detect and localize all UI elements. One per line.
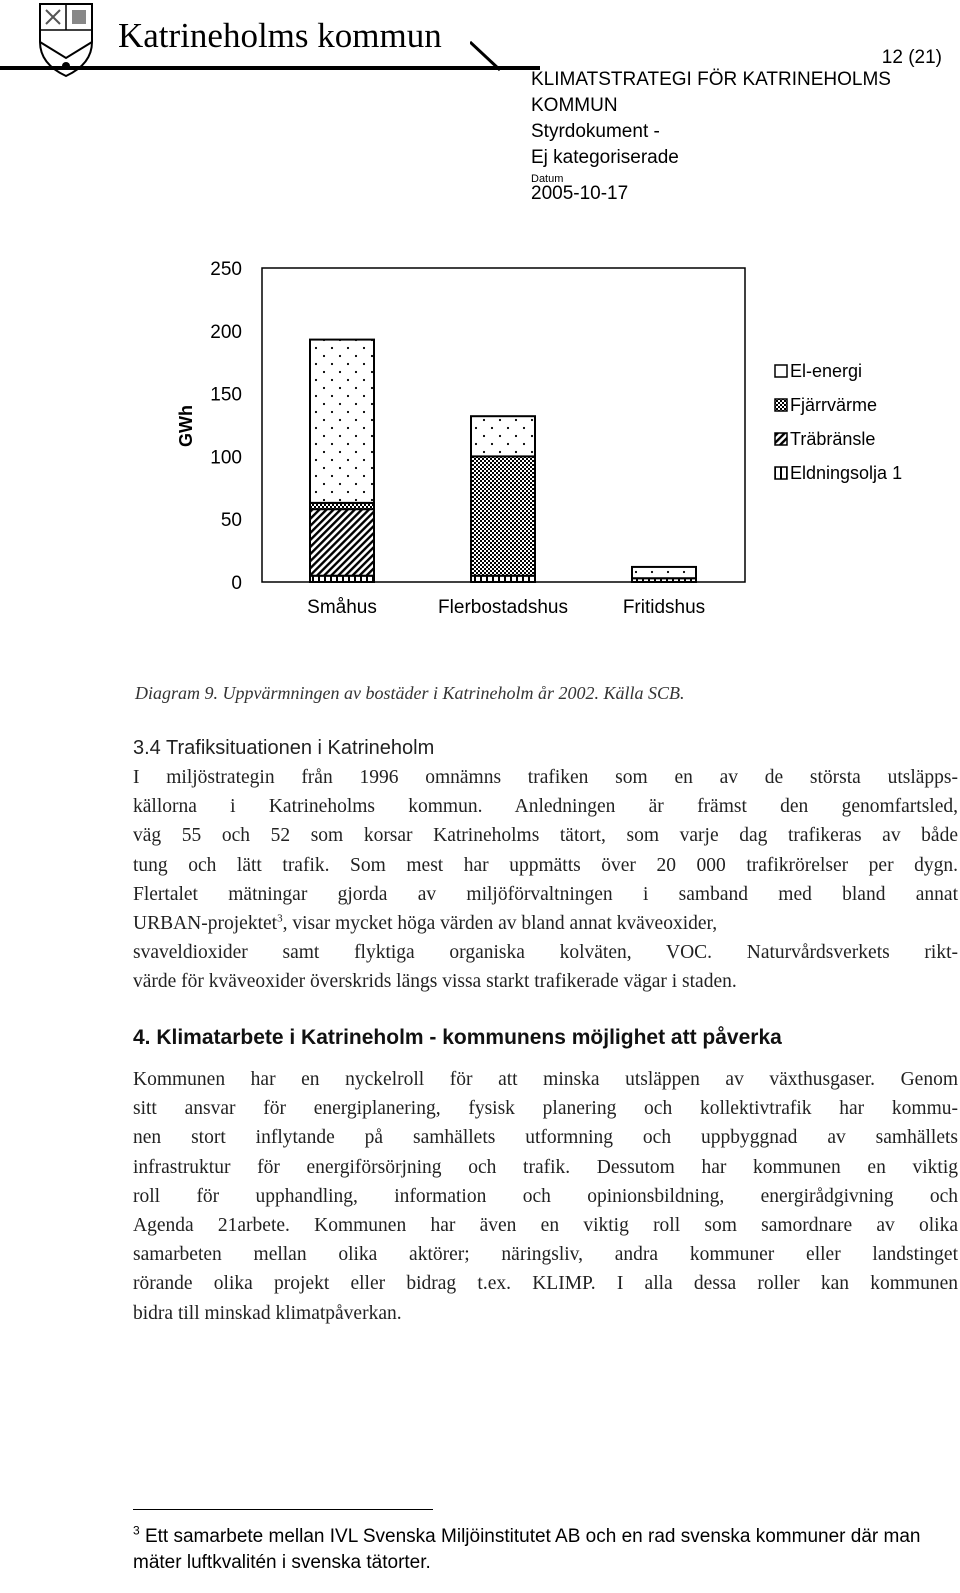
footnote-reference: 3 (277, 912, 283, 925)
x-tick-label: Fritidshus (622, 597, 706, 618)
page-number: 12 (21) (881, 47, 942, 68)
paragraph-line: bidra till minskad klimatpåverkan. (133, 1302, 402, 1324)
plot-area-frame (262, 268, 745, 582)
x-tick-label: Flerbostadshus (438, 597, 568, 618)
y-axis-label: GWh (176, 405, 196, 447)
paragraph-line: I miljöstrategin från 1996 omnämns trafiken som en av de största utsläpps- (133, 767, 958, 788)
header-swoosh-graphic (470, 40, 510, 74)
paragraph-text: , visar mycket höga värden av bland annat kväveoxider, (282, 913, 718, 935)
section-heading-3-4: 3.4 Trafiksituationen i Katrineholm (133, 737, 435, 759)
paragraph-line: värde för kväveoxider överskrids längs vissa starkt trafikerade vägar i staden. (133, 971, 737, 993)
bar-segment (471, 456, 535, 575)
bar-segment (471, 576, 535, 582)
paragraph-line: Kommunen har en nyckelroll för att minska utsläppen av växthusgaser. Genom (133, 1069, 958, 1090)
document-title-cont: KOMMUN (531, 95, 618, 116)
y-tick-label: 150 (210, 384, 242, 406)
paragraph-climate-work (133, 1065, 958, 1328)
paragraph-line: svaveldioxider samt flyktiga organiska kolväten, VOC. Naturvårdsverkets rikt- (133, 942, 958, 964)
paragraph-line: Flertalet mätningar gjorda av miljöförvaltningen i samband med bland annat (133, 883, 958, 905)
section-heading-4: 4. Klimatarbete i Katrineholm - kommunens möjlighet att påverka (133, 1026, 782, 1049)
bar-segment (310, 503, 374, 509)
paragraph-line: väg 55 och 52 som korsar Katrineholms tätort, som varje dag trafikeras av både (133, 825, 958, 847)
legend-swatch (775, 365, 787, 377)
figure-caption: Diagram 9. Uppvärmningen av bostäder i Katrineholm år 2002. Källa SCB. (135, 683, 685, 703)
heating-chart (0, 0, 960, 650)
paragraph-line-with-footnote (133, 909, 958, 938)
footnote-mark: 3 (133, 1523, 140, 1538)
legend-label: Fjärrvärme (790, 395, 878, 415)
paragraph-line: källorna i Katrineholms kommun. Anledningen är främst den genomfartsled, (133, 796, 958, 818)
document-title: KLIMATSTRATEGI FÖR KATRINEHOLMS (531, 69, 891, 90)
bar-segment (632, 567, 696, 578)
bar-segment (310, 576, 374, 582)
document-category: Ej kategoriserade (531, 147, 679, 168)
date-value: 2005-10-17 (531, 183, 629, 204)
x-tick-label: Småhus (307, 597, 377, 618)
organization-name: Katrineholms kommun (118, 16, 442, 55)
paragraph-traffic (133, 763, 958, 997)
y-tick-label: 100 (210, 447, 242, 469)
paragraph-text: URBAN-projektet (133, 913, 278, 935)
paragraph-line: samarbeten mellan olika aktörer; näringsliv, andra kommuner eller landstinget (133, 1244, 958, 1266)
paragraph-line: Agenda 21arbete. Kommunen har även en viktig roll som samordnare av olika (133, 1215, 958, 1237)
document-type: Styrdokument - (531, 121, 660, 142)
legend-label: El-energi (790, 361, 863, 381)
legend-swatch (775, 467, 787, 479)
y-tick-label: 200 (210, 321, 242, 343)
footnote (133, 1524, 953, 1576)
y-tick-label: 250 (210, 259, 242, 280)
bar-segment (310, 340, 374, 503)
bar-segment (632, 578, 696, 582)
paragraph-line: nen stort inflytande på samhällets utformning och uppbyggnad av samhällets (133, 1127, 958, 1149)
legend-swatch (775, 399, 787, 411)
date-label: Datum (531, 173, 564, 185)
y-tick-label: 0 (231, 573, 242, 594)
legend-label: Eldningsolja 1 (790, 463, 903, 483)
paragraph-line: roll för upphandling, information och opinionsbildning, energirådgivning och (133, 1185, 958, 1207)
paragraph-line: infrastruktur för energiförsörjning och trafik. Dessutom har kommunen en viktig (133, 1156, 958, 1178)
y-tick-label: 50 (220, 510, 242, 532)
paragraph-line: tung och lätt trafik. Som mest har uppmätts över 20 000 trafikrörelser per dygn. (133, 854, 958, 876)
paragraph-line: sitt ansvar för energiplanering, fysisk planering och kollektivtrafik har kommu- (133, 1098, 958, 1120)
footnote-rule (133, 1509, 433, 1510)
paragraph-line: rörande olika projekt eller bidrag t.ex. KLIMP. I alla dessa roller kan kommunen (133, 1273, 958, 1295)
header-rule (0, 66, 540, 70)
bar-segment (310, 509, 374, 576)
footnote-text: Ett samarbete mellan IVL Svenska Miljöinstitutet AB och en rad svenska kommuner där man mäter luftkvalitén i svenska tätorter. (133, 1526, 921, 1573)
bar-segment (471, 416, 535, 456)
legend-swatch (775, 433, 787, 445)
legend-label: Träbränsle (790, 429, 876, 449)
